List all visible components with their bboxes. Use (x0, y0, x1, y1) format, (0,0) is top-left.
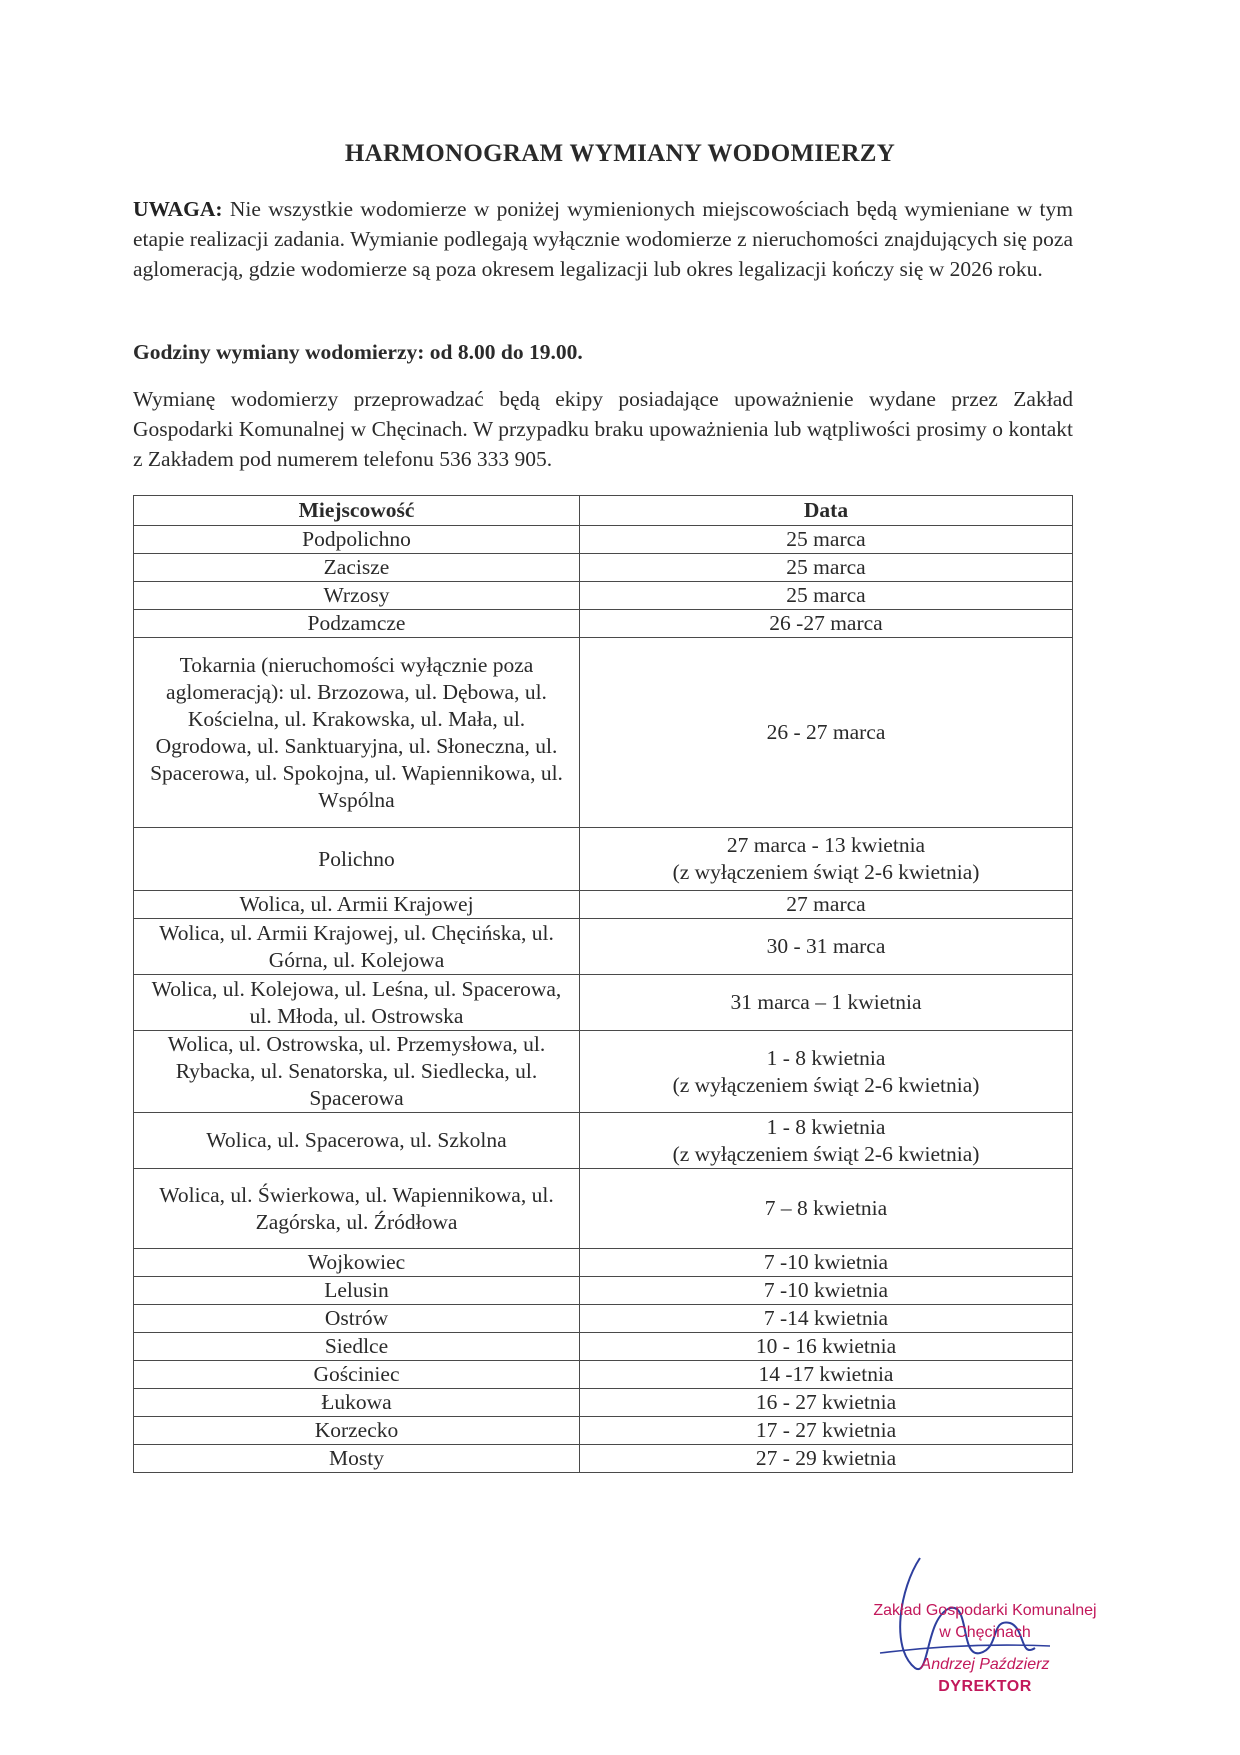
stamp-org-line1: Zakład Gospodarki Komunalnej (873, 1602, 1097, 1619)
stamp-org-line2: w Chęcinach (939, 1624, 1031, 1641)
cell-date: 27 marca (580, 891, 1073, 919)
cell-date: 16 - 27 kwietnia (580, 1389, 1073, 1417)
cell-location: Tokarnia (nieruchomości wyłącznie poza aglomeracją): ul. Brzozowa, ul. Dębowa, ul. Kościelna, ul. Krakowska, ul. Mała, ul. Ogrodowa, ul. Sanktuaryjna, ul. Słoneczna, ul. Spacerowa, ul. Spokojna, ul. Wapiennikowa, ul. Wspólna (134, 638, 580, 828)
cell-date: 26 -27 marca (580, 610, 1073, 638)
table-row (134, 638, 1073, 828)
header-location: Miejscowość (134, 496, 580, 526)
cell-date: 7 – 8 kwietnia (580, 1169, 1073, 1249)
cell-location: Wolica, ul. Armii Krajowej, ul. Chęcińska, ul. Górna, ul. Kolejowa (134, 919, 580, 975)
header-date: Data (580, 496, 1073, 526)
cell-location: Gościniec (134, 1361, 580, 1389)
table-row (134, 975, 1073, 1031)
hours-paragraph: Godziny wymiany wodomierzy: od 8.00 do 19.00. (133, 340, 583, 364)
cell-date: 27 marca - 13 kwietnia (z wyłączeniem świąt 2-6 kwietnia) (580, 828, 1073, 891)
table-row (134, 1169, 1073, 1249)
cell-date: 26 - 27 marca (580, 638, 1073, 828)
table-row (134, 526, 1073, 554)
cell-location: Wojkowiec (134, 1249, 580, 1277)
cell-date: 25 marca (580, 526, 1073, 554)
cell-date: 7 -14 kwietnia (580, 1305, 1073, 1333)
cell-date: 27 - 29 kwietnia (580, 1445, 1073, 1473)
cell-location: Korzecko (134, 1417, 580, 1445)
cell-date: 17 - 27 kwietnia (580, 1417, 1073, 1445)
cell-location: Polichno (134, 828, 580, 891)
cell-date: 14 -17 kwietnia (580, 1361, 1073, 1389)
cell-date: 1 - 8 kwietnia (z wyłączeniem świąt 2-6 kwietnia) (580, 1031, 1073, 1113)
cell-location: Wolica, ul. Armii Krajowej (134, 891, 580, 919)
cell-date: 30 - 31 marca (580, 919, 1073, 975)
cell-location: Wolica, ul. Świerkowa, ul. Wapiennikowa, ul. Zagórska, ul. Źródłowa (134, 1169, 580, 1249)
cell-date: 25 marca (580, 554, 1073, 582)
table-row (134, 1333, 1073, 1361)
cell-location: Łukowa (134, 1389, 580, 1417)
document-title: HARMONOGRAM WYMIANY WODOMIERZY (344, 140, 896, 167)
table-row (134, 1445, 1073, 1473)
cell-date: 7 -10 kwietnia (580, 1277, 1073, 1305)
table-row (134, 891, 1073, 919)
cell-location: Podpolichno (134, 526, 580, 554)
table-row (134, 1249, 1073, 1277)
cell-date: 1 - 8 kwietnia (z wyłączeniem świąt 2-6 kwietnia) (580, 1113, 1073, 1169)
table-row (134, 919, 1073, 975)
schedule-table (133, 495, 1073, 1473)
official-stamp (825, 1600, 1145, 1698)
cell-date: 25 marca (580, 582, 1073, 610)
table-row (134, 610, 1073, 638)
cell-location: Lelusin (134, 1277, 580, 1305)
table-row (134, 1113, 1073, 1169)
table-row (134, 1031, 1073, 1113)
cell-location: Podzamcze (134, 610, 580, 638)
notice-text: Nie wszystkie wodomierze w poniżej wymienionych miejscowościach będą wymieniane w tym etapie realizacji zadania. Wymianie podlegają wyłącznie wodomierze z nieruchomości znajdujących się poza aglomeracją, gdzie wodomierze są poza okresem legalizacji lub okres legalizacji kończy się w 2026 roku. (133, 197, 1073, 281)
notice-paragraph (133, 194, 1073, 284)
table-row (134, 582, 1073, 610)
table-row (134, 554, 1073, 582)
stamp-role: DYREKTOR (938, 1678, 1032, 1695)
table-row (134, 1417, 1073, 1445)
cell-location: Wolica, ul. Ostrowska, ul. Przemysłowa, ul. Rybacka, ul. Senatorska, ul. Siedlecka, ul. Spacerowa (134, 1031, 580, 1113)
cell-location: Wolica, ul. Spacerowa, ul. Szkolna (134, 1113, 580, 1169)
cell-location: Wolica, ul. Kolejowa, ul. Leśna, ul. Spacerowa, ul. Młoda, ul. Ostrowska (134, 975, 580, 1031)
table-header-row (134, 496, 1073, 526)
cell-location: Zacisze (134, 554, 580, 582)
stamp-name: Andrzej Paździerz (920, 1656, 1050, 1673)
table-row (134, 1305, 1073, 1333)
table-row (134, 1277, 1073, 1305)
cell-date: 31 marca – 1 kwietnia (580, 975, 1073, 1031)
cell-location: Ostrów (134, 1305, 580, 1333)
cell-date: 10 - 16 kwietnia (580, 1333, 1073, 1361)
cell-location: Wrzosy (134, 582, 580, 610)
cell-date: 7 -10 kwietnia (580, 1249, 1073, 1277)
cell-location: Siedlce (134, 1333, 580, 1361)
table-row (134, 828, 1073, 891)
table-row (134, 1389, 1073, 1417)
table-row (134, 1361, 1073, 1389)
info-paragraph: Wymianę wodomierzy przeprowadzać będą ekipy posiadające upoważnienie wydane przez Zakład Gospodarki Komunalnej w Chęcinach. W przypadku braku upoważnienia lub wątpliwości prosimy o kontakt z Zakładem pod numerem telefonu 536 333 905. (133, 387, 1073, 471)
notice-label: UWAGA: (133, 197, 223, 221)
cell-location: Mosty (134, 1445, 580, 1473)
